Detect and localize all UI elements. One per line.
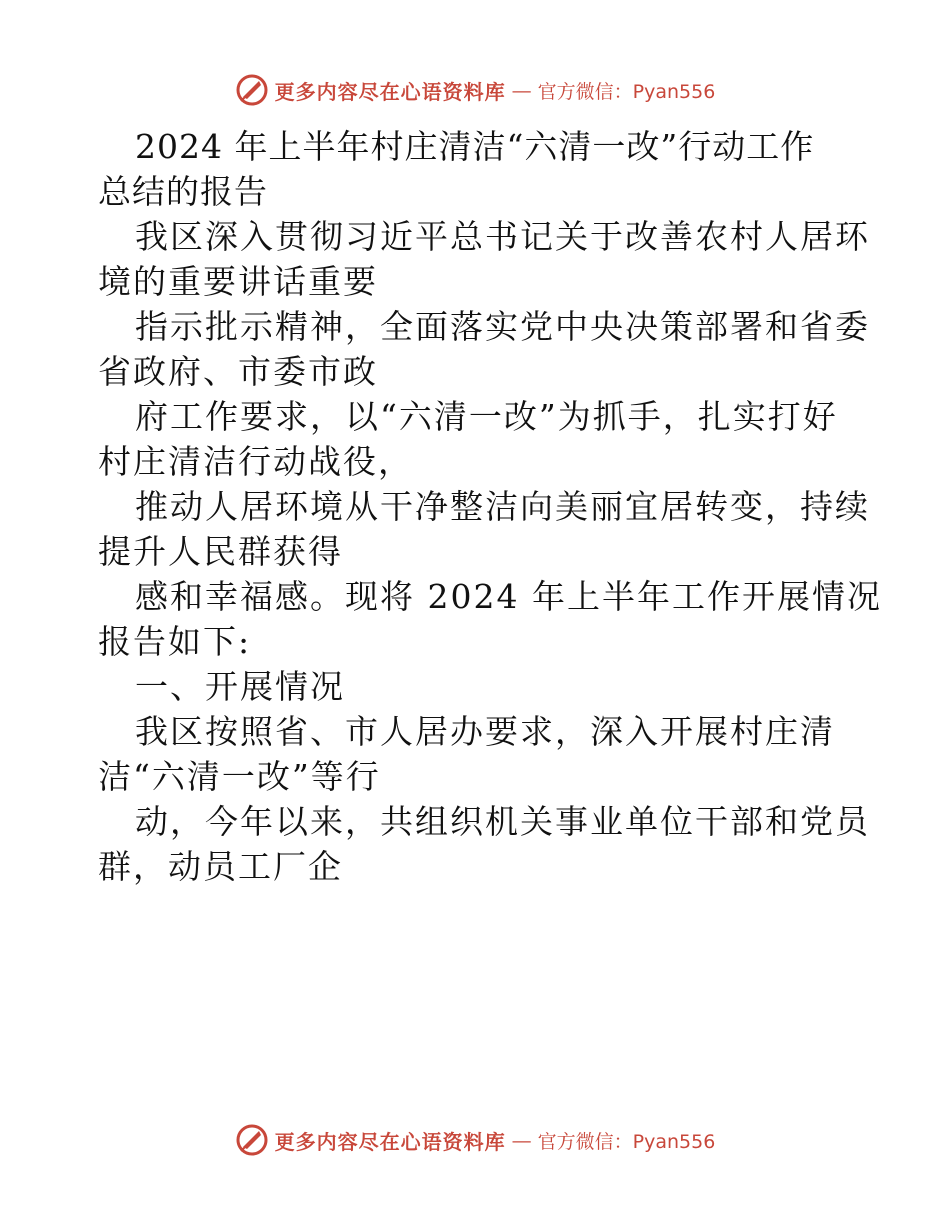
- body-line: 群，动员工厂企: [98, 847, 343, 886]
- body-line: 村庄清洁行动战役，: [98, 442, 413, 481]
- body-line: 提升人民群获得: [98, 532, 343, 571]
- body-line: 府工作要求，以“六清一改”为抓手，扎实打好: [135, 397, 838, 436]
- section-heading: 一、开展情况: [135, 667, 345, 706]
- body-line: 动，今年以来，共组织机关事业单位干部和党员: [135, 802, 870, 841]
- watermark-contact: 官方微信：Pyan556: [537, 1130, 716, 1153]
- body-line: 我区按照省、市人居办要求，深入开展村庄清: [135, 712, 835, 751]
- body-line: 感和幸福感。现将 2024 年上半年工作开展情况: [135, 577, 882, 616]
- watermark-dash: —: [511, 78, 532, 102]
- body-line: 指示批示精神，全面落实党中央决策部署和省委: [135, 307, 870, 346]
- watermark-brand: 更多内容尽在心语资料库: [274, 79, 506, 104]
- body-line: 我区深入贯彻习近平总书记关于改善农村人居环: [135, 217, 870, 256]
- watermark-dash: —: [511, 1128, 532, 1152]
- body-line: 报告如下:: [98, 622, 252, 661]
- quill-logo-icon: [235, 73, 269, 107]
- watermark-brand: 更多内容尽在心语资料库: [274, 1129, 506, 1154]
- body-line: 境的重要讲话重要: [98, 262, 378, 301]
- title-line-1: 2024 年上半年村庄清洁“六清一改”行动工作: [135, 127, 815, 166]
- document-body: [98, 124, 882, 889]
- footer-watermark: [0, 1120, 950, 1160]
- header-watermark: [0, 70, 950, 110]
- title-line-2: 总结的报告: [98, 172, 268, 211]
- quill-logo-icon: [235, 1123, 269, 1157]
- body-line: 省政府、市委市政: [98, 352, 378, 391]
- watermark-contact: 官方微信：Pyan556: [537, 80, 716, 103]
- body-line: 推动人居环境从干净整洁向美丽宜居转变，持续: [135, 487, 870, 526]
- body-line: 洁“六清一改”等行: [98, 757, 381, 796]
